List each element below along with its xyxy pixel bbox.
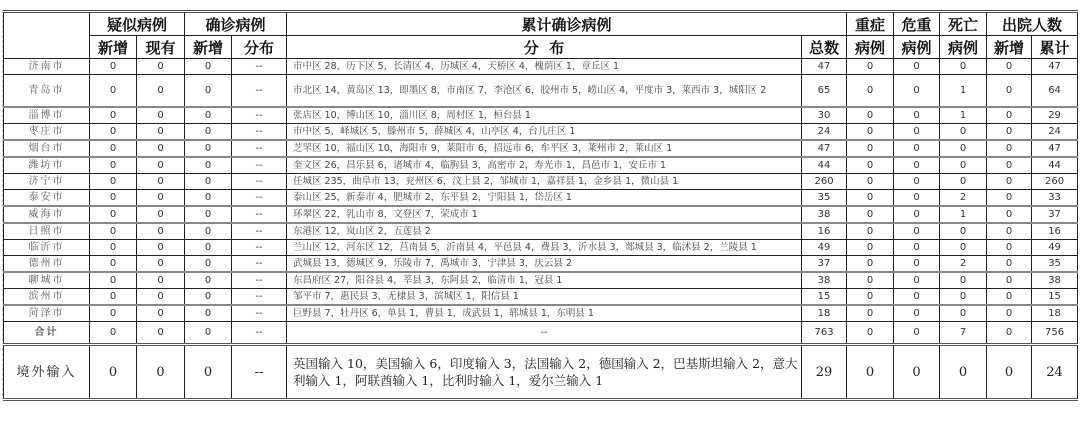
- cell-critical: 0: [894, 107, 940, 124]
- cell-s-cur: 0: [137, 157, 185, 174]
- cell-c-new: 0: [185, 322, 232, 345]
- header-confirmed-new: 新增: [185, 36, 232, 59]
- cell-dist: 市中区 5，峄城区 5，滕州市 5，薛城区 4，山亭区 4，台儿庄区 1: [287, 124, 802, 141]
- cell-dist: 泰山区 25，新泰市 4，肥城市 2，东平县 2，宁阳县 1，岱岳区 1: [287, 190, 802, 207]
- cell-total: 24: [802, 124, 847, 141]
- cell-city: 滨州市: [4, 289, 90, 306]
- cell-s-cur: 0: [137, 59, 185, 75]
- cell-d-new: 0: [987, 240, 1032, 256]
- cell-severe: 0: [847, 174, 894, 190]
- cell-city: 境外输入: [4, 345, 90, 400]
- header-confirmed: 确诊病例: [185, 12, 287, 36]
- cell-severe: 0: [847, 124, 894, 141]
- table-row: [4, 206, 1078, 223]
- cell-s-new: 0: [90, 223, 137, 240]
- table-row: [4, 289, 1078, 306]
- cell-critical: 0: [894, 190, 940, 207]
- header-severe: 重症: [847, 12, 894, 36]
- cell-severe: 0: [847, 272, 894, 289]
- header-city: [4, 12, 90, 59]
- header-discharged-total: 累计: [1032, 36, 1078, 59]
- cell-city: 烟台市: [4, 140, 90, 157]
- cell-severe: 0: [847, 140, 894, 157]
- cell-total: 65: [802, 75, 847, 108]
- cell-critical: 0: [894, 124, 940, 141]
- cell-severe: 0: [847, 240, 894, 256]
- cell-s-cur: 0: [137, 256, 185, 273]
- cell-severe: 0: [847, 206, 894, 223]
- cell-s-cur: 0: [137, 140, 185, 157]
- cell-c-dist: --: [232, 223, 287, 240]
- header-discharged-new: 新增: [987, 36, 1032, 59]
- cell-d-new: 0: [987, 223, 1032, 240]
- header-row-1: [4, 12, 1078, 36]
- cell-total: 15: [802, 289, 847, 306]
- cell-s-new: 0: [90, 305, 137, 322]
- cell-city: 聊城市: [4, 272, 90, 289]
- table-row: [4, 59, 1078, 75]
- cell-d-new: 0: [987, 124, 1032, 141]
- cell-s-cur: 0: [137, 75, 185, 108]
- cell-d-new: 0: [987, 206, 1032, 223]
- cell-d-total: 49: [1032, 240, 1078, 256]
- cell-severe: 0: [847, 107, 894, 124]
- table-row: [4, 223, 1078, 240]
- header-suspected-current: 现有: [137, 36, 185, 59]
- cell-death: 0: [940, 174, 987, 190]
- table-row: [4, 240, 1078, 256]
- cell-s-cur: 0: [137, 345, 185, 400]
- cell-c-new: 0: [185, 289, 232, 306]
- cell-c-dist: --: [232, 305, 287, 322]
- cell-d-new: 0: [987, 289, 1032, 306]
- cell-s-cur: 0: [137, 305, 185, 322]
- cell-s-cur: 0: [137, 107, 185, 124]
- cell-dist: 环翠区 22，乳山市 8，文登区 7，荣成市 1: [287, 206, 802, 223]
- cell-total: 37: [802, 256, 847, 273]
- table-row: [4, 190, 1078, 207]
- cell-total: 47: [802, 59, 847, 75]
- cell-d-total: 64: [1032, 75, 1078, 108]
- cell-c-new: 0: [185, 124, 232, 141]
- cell-dist: 巨野县 7，牡丹区 6，单县 1，曹县 1，成武县 1，郓城县 1，东明县 1: [287, 305, 802, 322]
- cell-total: 38: [802, 272, 847, 289]
- cell-d-new: 0: [987, 107, 1032, 124]
- cell-critical: 0: [894, 59, 940, 75]
- cell-d-new: 0: [987, 345, 1032, 400]
- cell-critical: 0: [894, 240, 940, 256]
- cell-city: 泰安市: [4, 190, 90, 207]
- cell-d-total: 44: [1032, 157, 1078, 174]
- header-death: 死亡: [940, 12, 987, 36]
- cell-critical: 0: [894, 206, 940, 223]
- cell-city: 临沂市: [4, 240, 90, 256]
- cell-s-cur: 0: [137, 322, 185, 345]
- cell-severe: 0: [847, 190, 894, 207]
- cell-s-new: 0: [90, 190, 137, 207]
- cell-d-total: 756: [1032, 322, 1078, 345]
- cell-city: 德州市: [4, 256, 90, 273]
- cell-city: 济南市: [4, 59, 90, 75]
- cell-total: 260: [802, 174, 847, 190]
- cell-c-new: 0: [185, 272, 232, 289]
- cell-d-new: 0: [987, 256, 1032, 273]
- cell-s-cur: 0: [137, 124, 185, 141]
- cell-d-total: 260: [1032, 174, 1078, 190]
- cell-c-dist: --: [232, 272, 287, 289]
- cell-c-new: 0: [185, 240, 232, 256]
- cell-death: 0: [940, 272, 987, 289]
- cell-s-cur: 0: [137, 206, 185, 223]
- table-row: [4, 157, 1078, 174]
- cell-total: 30: [802, 107, 847, 124]
- cell-d-new: 0: [987, 322, 1032, 345]
- cell-dist: 东昌府区 27，阳谷县 4，莘县 3，东阿县 2，临清市 1，冠县 1: [287, 272, 802, 289]
- cell-c-dist: --: [232, 289, 287, 306]
- cell-death: 1: [940, 206, 987, 223]
- cell-d-total: 29: [1032, 107, 1078, 124]
- cell-c-new: 0: [185, 190, 232, 207]
- cell-c-new: 0: [185, 256, 232, 273]
- table-row: [4, 272, 1078, 289]
- cell-critical: 0: [894, 223, 940, 240]
- table-row: [4, 322, 1078, 345]
- cell-c-dist: --: [232, 240, 287, 256]
- cell-severe: 0: [847, 289, 894, 306]
- cell-city: 潍坊市: [4, 157, 90, 174]
- cell-c-new: 0: [185, 345, 232, 400]
- cell-severe: 0: [847, 345, 894, 400]
- cell-s-new: 0: [90, 322, 137, 345]
- cell-s-new: 0: [90, 256, 137, 273]
- table-row: [4, 107, 1078, 124]
- cell-severe: 0: [847, 223, 894, 240]
- table-row: [4, 256, 1078, 273]
- cell-severe: 0: [847, 75, 894, 108]
- cell-s-new: 0: [90, 107, 137, 124]
- cell-death: 1: [940, 107, 987, 124]
- cell-d-new: 0: [987, 190, 1032, 207]
- cell-city: 合计: [4, 322, 90, 345]
- cell-d-total: 35: [1032, 256, 1078, 273]
- cell-c-new: 0: [185, 206, 232, 223]
- cell-s-new: 0: [90, 75, 137, 108]
- covid-stats-table: [3, 10, 1078, 401]
- cell-severe: 0: [847, 305, 894, 322]
- cell-c-new: 0: [185, 107, 232, 124]
- cell-c-dist: --: [232, 157, 287, 174]
- cell-d-new: 0: [987, 75, 1032, 108]
- cell-critical: 0: [894, 256, 940, 273]
- cell-s-new: 0: [90, 345, 137, 400]
- cell-total: 763: [802, 322, 847, 345]
- cell-d-total: 18: [1032, 305, 1078, 322]
- cell-d-new: 0: [987, 59, 1032, 75]
- cell-d-new: 0: [987, 174, 1032, 190]
- header-critical-cases: 病例: [894, 36, 940, 59]
- cell-c-dist: --: [232, 345, 287, 400]
- cell-death: 0: [940, 59, 987, 75]
- cell-s-new: 0: [90, 157, 137, 174]
- cell-city: 日照市: [4, 223, 90, 240]
- cell-total: 44: [802, 157, 847, 174]
- cell-total: 38: [802, 206, 847, 223]
- cell-d-new: 0: [987, 305, 1032, 322]
- cell-c-dist: --: [232, 59, 287, 75]
- cell-c-dist: --: [232, 322, 287, 345]
- cell-total: 29: [802, 345, 847, 400]
- cell-dist: 奎文区 26，昌乐县 6，诸城市 4，临朐县 3，高密市 2，寿光市 1，昌邑市 1，安丘市 1: [287, 157, 802, 174]
- cell-c-dist: --: [232, 206, 287, 223]
- table-row: [4, 75, 1078, 108]
- cell-critical: 0: [894, 174, 940, 190]
- cell-critical: 0: [894, 140, 940, 157]
- cell-s-new: 0: [90, 240, 137, 256]
- header-suspected-new: 新增: [90, 36, 137, 59]
- cell-total: 16: [802, 223, 847, 240]
- cell-c-dist: --: [232, 124, 287, 141]
- cell-s-new: 0: [90, 59, 137, 75]
- cell-d-total: 47: [1032, 59, 1078, 75]
- cell-d-total: 24: [1032, 345, 1078, 400]
- table-row: [4, 124, 1078, 141]
- table-row: [4, 305, 1078, 322]
- cell-dist: 邹平市 7，惠民县 3，无棣县 3，滨城区 1，阳信县 1: [287, 289, 802, 306]
- cell-d-total: 38: [1032, 272, 1078, 289]
- cell-s-cur: 0: [137, 223, 185, 240]
- cell-critical: 0: [894, 272, 940, 289]
- cell-death: 0: [940, 124, 987, 141]
- cell-city: 淄博市: [4, 107, 90, 124]
- header-row-2: [4, 36, 1078, 59]
- cell-d-total: 15: [1032, 289, 1078, 306]
- table-row: [4, 174, 1078, 190]
- cell-dist: 任城区 235，曲阜市 13，兖州区 6，汶上县 2，邹城市 1，嘉祥县 1，金乡县 1，微山县 1: [287, 174, 802, 190]
- cell-s-new: 0: [90, 206, 137, 223]
- cell-death: 0: [940, 345, 987, 400]
- cell-critical: 0: [894, 322, 940, 345]
- cell-s-cur: 0: [137, 174, 185, 190]
- header-severe-cases: 病例: [847, 36, 894, 59]
- cell-total: 49: [802, 240, 847, 256]
- cell-death: 0: [940, 289, 987, 306]
- cell-c-new: 0: [185, 59, 232, 75]
- cell-death: 0: [940, 223, 987, 240]
- cell-severe: 0: [847, 256, 894, 273]
- cell-c-dist: --: [232, 256, 287, 273]
- cell-death: 0: [940, 240, 987, 256]
- cell-s-cur: 0: [137, 272, 185, 289]
- cell-critical: 0: [894, 289, 940, 306]
- cell-death: 0: [940, 157, 987, 174]
- header-cumulative-dist: 分 布: [287, 36, 802, 59]
- cell-s-cur: 0: [137, 190, 185, 207]
- cell-c-new: 0: [185, 223, 232, 240]
- cell-d-total: 16: [1032, 223, 1078, 240]
- cell-severe: 0: [847, 322, 894, 345]
- cell-severe: 0: [847, 59, 894, 75]
- header-suspected: 疑似病例: [90, 12, 185, 36]
- cell-d-total: 33: [1032, 190, 1078, 207]
- cell-s-cur: 0: [137, 289, 185, 306]
- cell-c-dist: --: [232, 190, 287, 207]
- cell-death: 2: [940, 256, 987, 273]
- cell-s-new: 0: [90, 289, 137, 306]
- cell-dist: 张店区 10，博山区 10，淄川区 8，周村区 1，桓台县 1: [287, 107, 802, 124]
- cell-critical: 0: [894, 157, 940, 174]
- cell-d-new: 0: [987, 157, 1032, 174]
- cell-critical: 0: [894, 75, 940, 108]
- cell-c-new: 0: [185, 305, 232, 322]
- table-row: [4, 140, 1078, 157]
- cell-c-dist: --: [232, 140, 287, 157]
- cell-total: 47: [802, 140, 847, 157]
- cell-death: 0: [940, 305, 987, 322]
- cell-d-new: 0: [987, 272, 1032, 289]
- header-critical: 危重: [894, 12, 940, 36]
- header-confirmed-dist: 分布: [232, 36, 287, 59]
- cell-dist: 兰山区 12，河东区 12，莒南县 5，沂南县 4，平邑县 4，费县 3，沂水县 3，郯城县 3，临沭县 2，兰陵县 1: [287, 240, 802, 256]
- header-discharged: 出院人数: [987, 12, 1078, 36]
- cell-death: 2: [940, 190, 987, 207]
- cell-d-total: 24: [1032, 124, 1078, 141]
- cell-s-cur: 0: [137, 240, 185, 256]
- cell-s-new: 0: [90, 124, 137, 141]
- cell-city: 菏泽市: [4, 305, 90, 322]
- cell-total: 18: [802, 305, 847, 322]
- cell-s-new: 0: [90, 174, 137, 190]
- header-cumulative: 累计确诊病例: [287, 12, 847, 36]
- cell-dist: 市北区 14，黄岛区 13，即墨区 8，市南区 7，李沧区 6，胶州市 5，崂山区 4，平度市 3，莱西市 3，城阳区 2: [287, 75, 802, 108]
- cell-c-dist: --: [232, 75, 287, 108]
- cell-dist: 芝罘区 10，福山区 10，海阳市 9，莱阳市 6，招远市 6，牟平区 3，莱州市 2，莱山区 1: [287, 140, 802, 157]
- table-body: [4, 59, 1078, 400]
- cell-dist: --: [287, 322, 802, 345]
- cell-dist: 东港区 12，岚山区 2，五莲县 2: [287, 223, 802, 240]
- cell-d-total: 47: [1032, 140, 1078, 157]
- cell-death: 1: [940, 75, 987, 108]
- cell-dist: 武城县 13，德城区 9，乐陵市 7，禹城市 3，宁津县 3，庆云县 2: [287, 256, 802, 273]
- cell-critical: 0: [894, 305, 940, 322]
- cell-city: 枣庄市: [4, 124, 90, 141]
- cell-death: 0: [940, 140, 987, 157]
- cell-city: 济宁市: [4, 174, 90, 190]
- cell-c-new: 0: [185, 157, 232, 174]
- cell-death: 7: [940, 322, 987, 345]
- cell-d-new: 0: [987, 140, 1032, 157]
- cell-total: 35: [802, 190, 847, 207]
- covid-stats-table-container: [2, 10, 1077, 401]
- table-row: [4, 345, 1078, 400]
- header-cumulative-total: 总数: [802, 36, 847, 59]
- cell-s-new: 0: [90, 140, 137, 157]
- cell-city: 青岛市: [4, 75, 90, 108]
- cell-c-dist: --: [232, 174, 287, 190]
- cell-d-total: 37: [1032, 206, 1078, 223]
- cell-dist: 市中区 28，历下区 5，长清区 4，历城区 4，天桥区 4，槐荫区 1，章丘区 1: [287, 59, 802, 75]
- cell-severe: 0: [847, 157, 894, 174]
- header-death-cases: 病例: [940, 36, 987, 59]
- cell-critical: 0: [894, 345, 940, 400]
- cell-s-new: 0: [90, 272, 137, 289]
- cell-city: 威海市: [4, 206, 90, 223]
- cell-c-new: 0: [185, 75, 232, 108]
- cell-dist: 英国输入 10，美国输入 6，印度输入 3，法国输入 2，德国输入 2，巴基斯坦输入 2，意大利输入 1，阿联酋输入 1，比利时输入 1，爱尔兰输入 1: [287, 345, 802, 400]
- cell-c-new: 0: [185, 140, 232, 157]
- cell-c-dist: --: [232, 107, 287, 124]
- cell-c-new: 0: [185, 174, 232, 190]
